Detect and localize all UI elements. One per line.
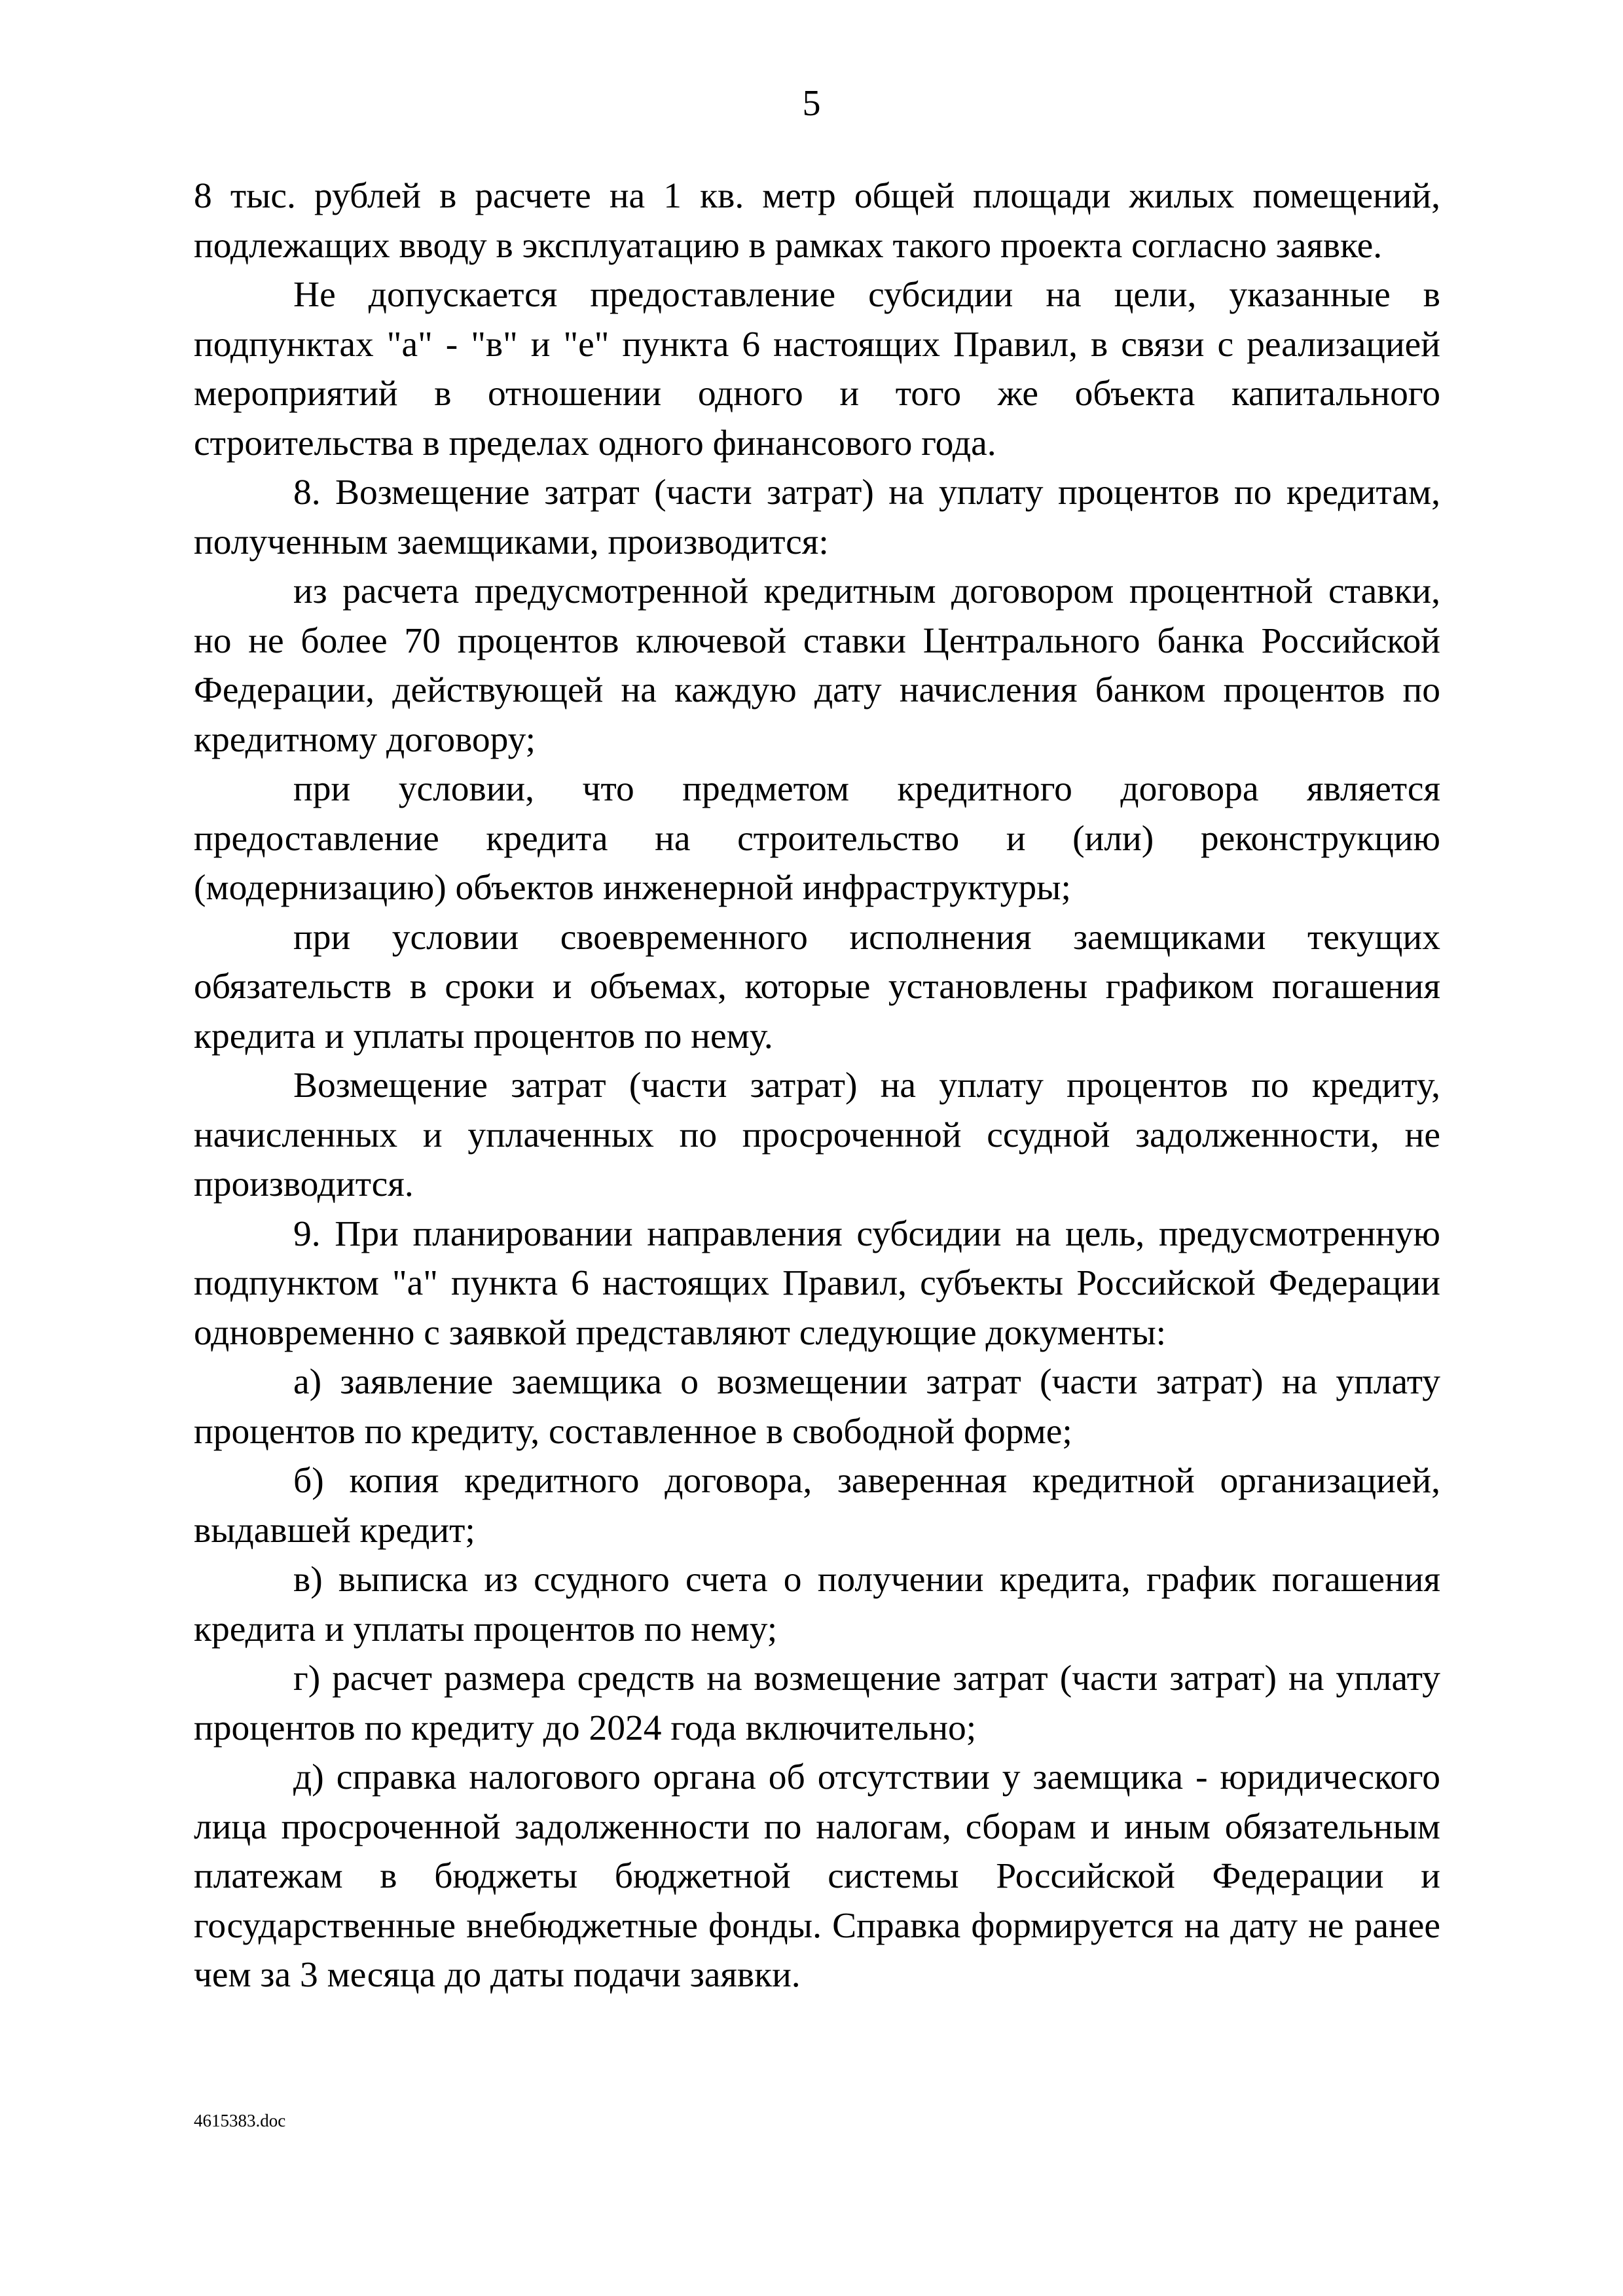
paragraph-continuation: 8 тыс. рублей в расчете на 1 кв. метр общей площади жилых помещений, подлежащих вводу в эксплуатацию в рамках такого проекта согласно заявке. <box>194 176 1440 266</box>
paragraph-item-9-v: в) выписка из ссудного счета о получении кредита, график погашения кредита и уплаты процентов по нему; <box>194 1560 1440 1649</box>
paragraph-item-8-condition-rate: из расчета предусмотренной кредитным договором процентной ставки, но не более 70 процентов ключевой ставки Центрального банка Российской Федерации, действующей на каждую дату начисления банком процентов по кредитному договору; <box>194 571 1440 760</box>
paragraph-item-8-condition-timely: при условии своевременного исполнения заемщиками текущих обязательств в сроки и объемах, которые установлены графиком погашения кредита и уплаты процентов по нему. <box>194 917 1440 1056</box>
paragraph-overdue-exclusion: Возмещение затрат (части затрат) на уплату процентов по кредиту, начисленных и уплаченных по просроченной ссудной задолженности, не производится. <box>194 1066 1440 1204</box>
paragraph-subsidy-restriction: Не допускается предоставление субсидии на цели, указанные в подпунктах "а" - "в" и "е" пункта 6 настоящих Правил, в связи с реализацией мероприятий в отношении одного и того же объекта капитального строительства в пределах одного финансового года. <box>194 275 1440 463</box>
paragraph-item-9-b: б) копия кредитного договора, заверенная кредитной организацией, выдавшей кредит; <box>194 1461 1440 1551</box>
paragraph-item-9-a: а) заявление заемщика о возмещении затрат (части затрат) на уплату процентов по кредиту, составленное в свободной форме; <box>194 1362 1440 1452</box>
document-body <box>194 171 1440 2000</box>
page-number: 5 <box>802 83 821 124</box>
paragraph-item-8: 8. Возмещение затрат (части затрат) на уплату процентов по кредитам, полученным заемщиками, производится: <box>194 473 1440 562</box>
footer-file-name: 4615383.doc <box>194 2111 286 2130</box>
paragraph-item-9-d: д) справка налогового органа об отсутствии у заемщика - юридического лица просроченной задолженности по налогам, сборам и иным обязательным платежам в бюджеты бюджетной системы Российской Федерации и государственные внебюджетные фонды. Справка формируется на дату не ранее чем за 3 месяца до даты подачи заявки. <box>194 1757 1440 1995</box>
paragraph-item-9-g: г) расчет размера средств на возмещение затрат (части затрат) на уплату процентов по кредиту до 2024 года включительно; <box>194 1659 1440 1748</box>
paragraph-item-8-condition-subject: при условии, что предметом кредитного договора является предоставление кредита на строительство и (или) реконструкцию (модернизацию) объектов инженерной инфраструктуры; <box>194 769 1440 908</box>
paragraph-item-9: 9. При планировании направления субсидии на цель, предусмотренную подпунктом "а" пункта 6 настоящих Правил, субъекты Российской Федерации одновременно с заявкой представляют следующие документы: <box>194 1213 1440 1353</box>
